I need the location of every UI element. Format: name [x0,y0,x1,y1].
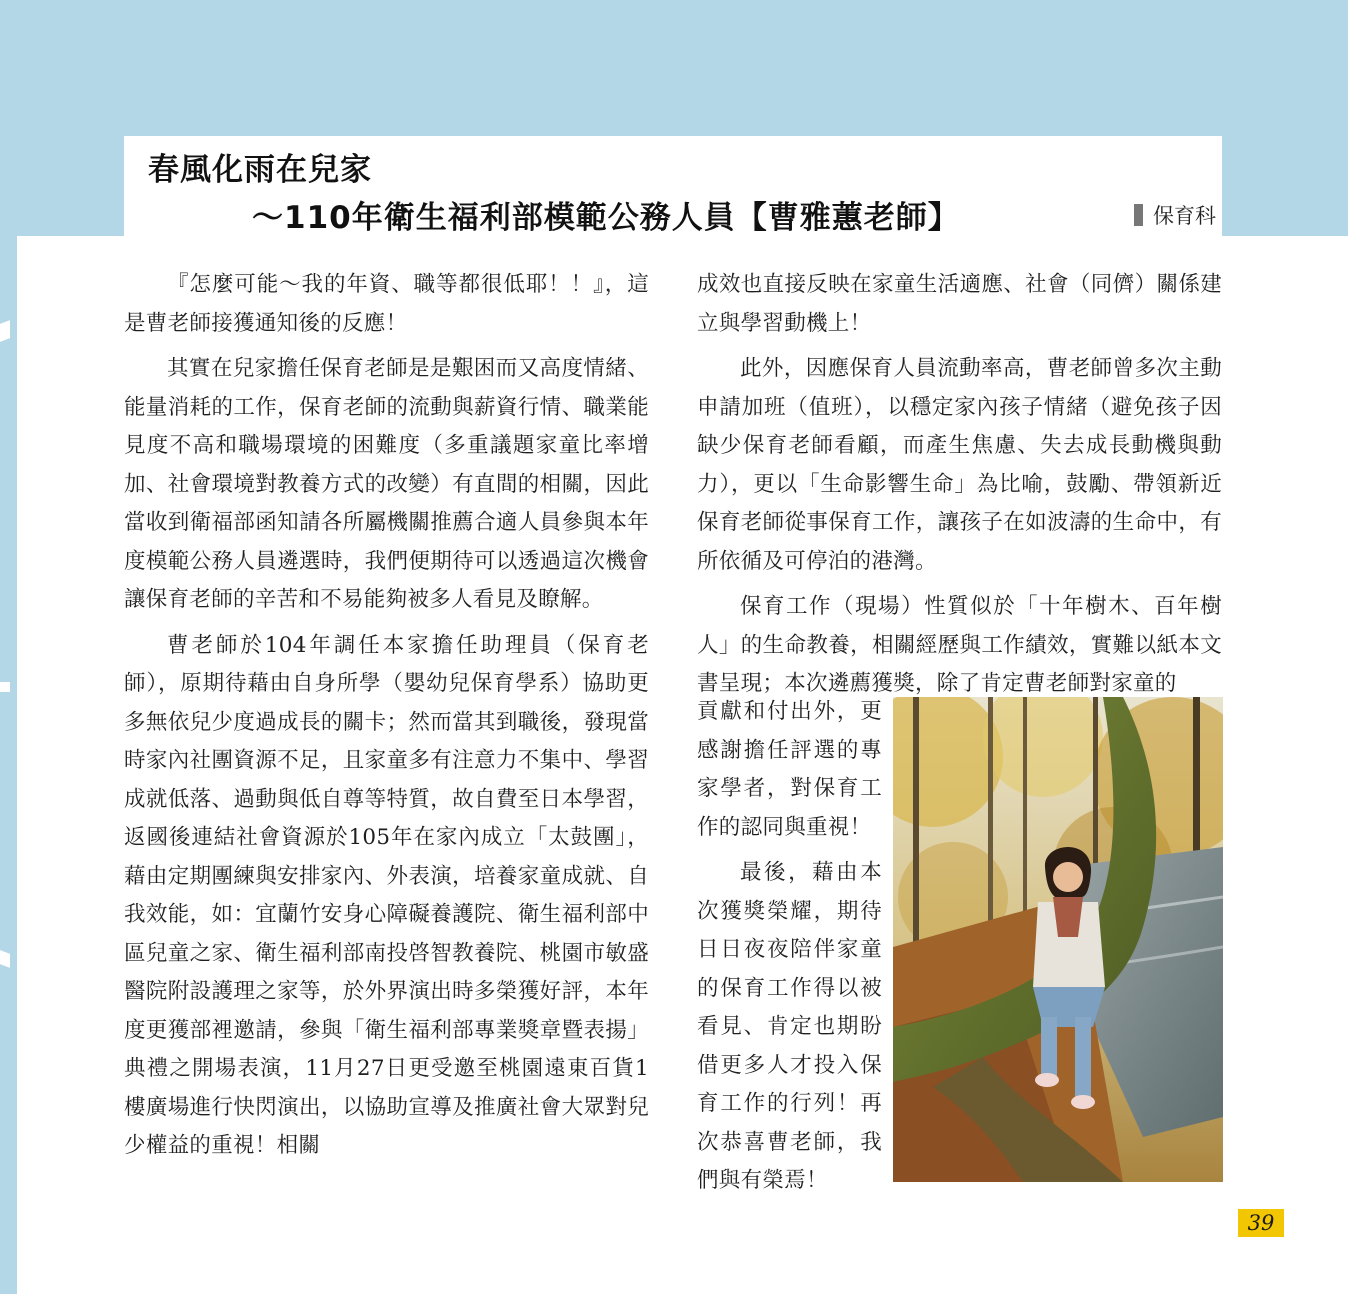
article-title: 春風化雨在兒家 [148,152,372,188]
margin-mark [0,682,10,692]
paragraph: 成效也直接反映在家童生活適應、社會（同儕）關係建立與學習動機上！ [697,272,1222,336]
margin-mark [0,950,10,968]
left-column [124,266,649,1173]
right-column [697,266,1222,711]
left-margin-strip [0,0,17,1294]
paragraph: 其實在兒家擔任保育老師是是艱困而又高度情緒、能量消耗的工作，保育老師的流動與薪資行情、職業能見度不高和職場環境的困難度（多重議題家童比率增加、社會環境對教養方式的改變）有直間的相關，因此當收到衛福部函知請各所屬機關推薦合適人員參與本年度模範公務人員遴選時，我們便期待可以透過這次機會讓保育老師的辛苦和不易能夠被多人看見及瞭解。 [124,356,649,612]
paragraph: 『怎麼可能～我的年資、職等都很低耶！！』，這是曹老師接獲通知後的反應！ [124,272,649,336]
page-number: 39 [1238,1209,1284,1237]
margin-mark [0,320,10,342]
paragraph: 保育工作（現場）性質似於「十年樹木、百年樹人」的生命教養，相關經歷與工作績效，實難以紙本文書呈現；本次遴薦獲獎，除了肯定曹老師對家童的 [697,594,1222,696]
department-bar-icon [1134,204,1143,226]
paragraph: 此外，因應保育人員流動率高，曹老師曾多次主動申請加班（值班），以穩定家內孩子情緒（避免孩子因缺少保育老師看顧，而產生焦慮、失去成長動機與動力），更以「生命影響生命」為比喻，鼓勵、帶領新近保育老師從事保育工作，讓孩子在如波濤的生命中，有所依循及可停泊的港灣。 [697,356,1222,574]
article-subtitle: ～110年衛生福利部模範公務人員【曹雅蕙老師】 [252,200,960,236]
paragraph: 貢獻和付出外，更感謝擔任評選的專家學者，對保育工作的認同與重視！ [697,699,882,840]
paragraph: 曹老師於104年調任本家擔任助理員（保育老師），原期待藉由自身所學（嬰幼兒保育學系）協助更多無依兒少度過成長的關卡；然而當其到職後，發現當時家內社團資源不足，且家童多有注意力不集中、學習成就低落、過動與低自尊等特質，故自費至日本學習，返國後連結社會資源於105年在家內成立「太鼓團」，藉由定期團練與安排家內、外表演，培養家童成就、自我效能，如：宜蘭竹安身心障礙養護院、衛生福利部中區兒童之家、衛生福利部南投啓智教養院、桃園市敏盛醫院附設護理之家等，於外界演出時多榮獲好評，本年度更獲部裡邀請，參與「衛生福利部專業獎章暨表揚」典禮之開場表演，11月27日更受邀至桃園遠東百貨1樓廣場進行快閃演出，以協助宣導及推廣社會大眾對兒少權益的重視！相關 [124,632,649,1158]
department-label [1134,200,1216,230]
department-name: 保育科 [1153,204,1216,228]
right-column-narrow [697,693,882,1208]
paragraph: 最後，藉由本次獲獎榮耀，期待日日夜夜陪伴家童的保育工作得以被看見、肯定也期盼借更多人才投入保育工作的行列！再次恭喜曹老師，我們與有榮焉！ [697,860,882,1193]
article-title-box [124,136,1222,236]
photo-illustration [893,697,1223,1182]
teacher-photo [893,697,1223,1182]
